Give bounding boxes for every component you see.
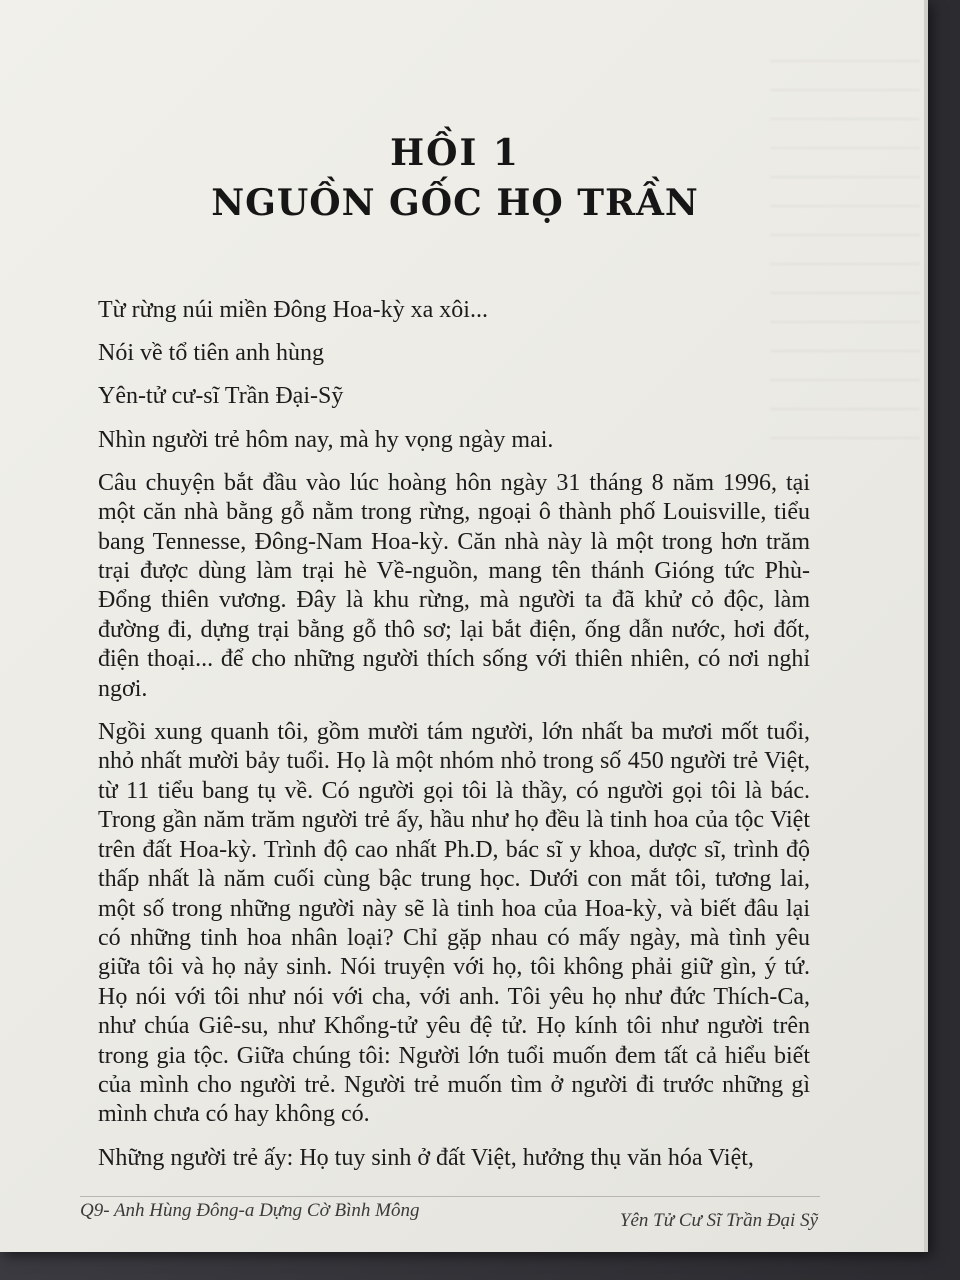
verse-line: Nhìn người trẻ hôm nay, mà hy vọng ngày mai. bbox=[98, 426, 554, 453]
footer-book-title: Q9- Anh Hùng Đông-a Dựng Cờ Bình Mông bbox=[80, 1200, 420, 1221]
page-edge bbox=[924, 0, 928, 1252]
chapter-title: NGUỒN GỐC HỌ TRẦN bbox=[211, 182, 699, 224]
paragraph: Những người trẻ ấy: Họ tuy sinh ở đất Việt, hưởng thụ văn hóa Việt, bbox=[98, 1144, 754, 1171]
footer-author: Yên Tử Cư Sĩ Trần Đại Sỹ bbox=[619, 1210, 818, 1231]
paragraph: Ngồi xung quanh tôi, gồm mười tám người, lớn nhất ba mươi mốt tuổi, nhỏ nhất mười bảy tuổi. Họ là một nhóm nhỏ trong số 450 người trẻ Việt, từ 11 tiểu bang tụ về. Có người gọi tôi là thầy, có người gọi tôi là bác. Trong gần năm trăm người trẻ ấy, hầu như họ đều là tinh hoa của tộc Việt trên đất Hoa-kỳ. Trình độ cao nhất Ph.D, bác sĩ y khoa, dược sĩ, trình độ thấp nhất là năm cuối cùng bậc trung học. Dưới con mắt tôi, tương lai, một số trong những người này sẽ là tinh hoa của Hoa-kỳ, và biết đâu lại có những tinh hoa nhân loại? Chỉ gặp nhau có mấy ngày, mà tình yêu giữa tôi và họ nảy sinh. Nói truyện với họ, tôi không phải giữ gìn, ý tứ. Họ nói với tôi như nói với cha, với anh. Tôi yêu họ như đức Thích-Ca, như chúa Giê-su, như Khổng-tử yêu đệ tử. Họ kính tôi như người trên trong gia tộc. Giữa chúng tôi: Người lớn tuổi muốn đem tất cả hiểu biết của mình cho người trẻ. Người trẻ muốn tìm ở người đi trước những gì mình chưa có hay không có. bbox=[98, 719, 810, 1128]
verse-line: Từ rừng núi miền Đông Hoa-kỳ xa xôi... bbox=[98, 297, 488, 323]
paragraph: Câu chuyện bắt đầu vào lúc hoàng hôn ngày 31 tháng 8 năm 1996, tại một căn nhà bằng gỗ nằm trong rừng, ngoại ô thành phố Louisville, tiểu bang Tennesse, Đông-Nam Hoa-kỳ. Căn nhà này là một trong hơn trăm trại được dùng làm trại hè Về-nguồn, mang tên thánh Gióng tức Phù-Đổng thiên vương. Đây là khu rừng, mà người ta đã khử cỏ độc, làm đường đi, dựng trại bằng gỗ thô sơ; lại bắt điện, ống dẫn nước, hơi đốt, điện thoại... để cho những người thích sống với thiên nhiên, có nơi nghỉ ngơi. bbox=[98, 469, 810, 702]
chapter-heading bbox=[0, 128, 870, 228]
footer-divider bbox=[80, 1196, 820, 1197]
body-text bbox=[98, 296, 810, 1173]
chapter-number: HỒI 1 bbox=[390, 132, 520, 174]
verse-line: Yên-tử cư-sĩ Trần Đại-Sỹ bbox=[98, 383, 344, 410]
verse-line: Nói về tổ tiên anh hùng bbox=[98, 340, 324, 367]
